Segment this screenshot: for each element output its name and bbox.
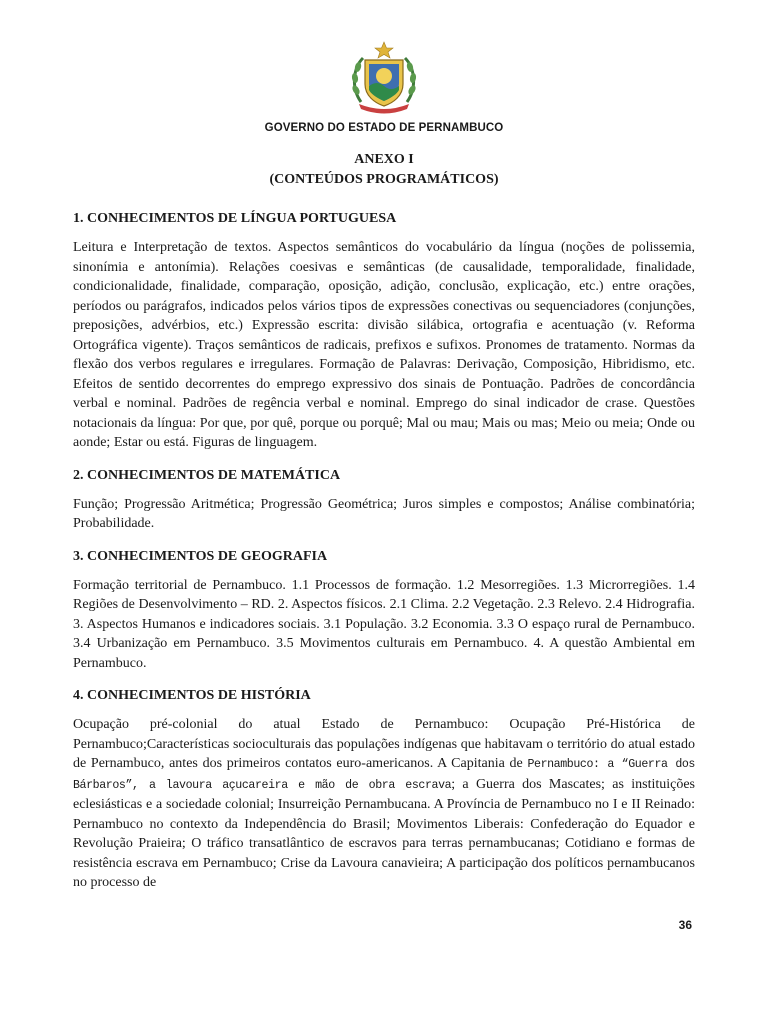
section-title: 1. CONHECIMENTOS DE LÍNGUA PORTUGUESA xyxy=(73,211,397,226)
section-text: Função; Progressão Aritmética; Progressão Geométrica; Juros simples e compostos; Análise combinatória; Probabilidade. xyxy=(73,496,695,531)
annex-title: ANEXO I xyxy=(354,152,414,167)
section-text: Formação territorial de Pernambuco. 1.1 Processos de formação. 1.2 Mesorregiões. 1.3 Microrregiões. 1.4 Regiões de Desenvolvimento – RD. 2. Aspectos físicos. 2.1 Clima. 2.2 Vegetação. 2.3 Relevo. 2.4 Hidrografia. 3. Aspectos Humanos e indicadores sociais. 3.1 População. 3.2 Economia. 3.3 O espaço rural de Pernambuco. 3.4 Urbanização em Pernambuco. 3.5 Movimentos culturais em Pernambuco. 4. A questão Ambiental em Pernambuco. xyxy=(73,577,695,671)
document-body xyxy=(73,210,695,907)
section-mathematics xyxy=(73,467,695,534)
page-number: 36 xyxy=(678,918,692,932)
section-text: Leitura e Interpretação de textos. Aspectos semânticos do vocabulário da língua (noções de polissemia, sinonímia e antonímia). Relações coesivas e semânticas (de causalidade, temporalidade, finalidade, condicionalidade, finalidade, comparação, oposição, adição, conclusão, explicação, etc.) entre orações, períodos ou parágrafos, indicados pelos vários tipos de expressões conectivas ou sequenciadores (conjunções, preposições, advérbios, etc.) Expressão escrita: divisão silábica, ortografia e acentuação (v. Reforma Ortográfica vigente). Traços semânticos de radicais, prefixos e sufixos. Pronomes de tratamento. Normas da flexão dos verbos regulares e irregulares. Formação de Palavras: Derivação, Composição, Hibridismo, etc. Efeitos de sentido decorrentes do emprego expressivo dos sinais de Pontuação. Padrões de concordância verbal e nominal. Padrões de regência verbal e nominal. Emprego do sinal indicador de crase. Questões notacionais da língua: Por que, por quê, porque ou porquê; Mal ou mau; Mais ou mas; Meio ou meia; Onde ou aonde; Estar ou está. Figuras de linguagem. xyxy=(73,240,695,450)
annex-subtitle: (CONTEÚDOS PROGRAMÁTICOS) xyxy=(269,172,499,187)
section-geography xyxy=(73,548,695,674)
section-history xyxy=(73,687,695,893)
section-text-part: ; a Guerra dos Mascates; as instituições eclesiásticas e a sociedade colonial; Insurreição Pernambucana. A Província de Pernambuco no I e II Reinado: Pernambuco no contexto da Independência do Brasil; Movimentos Liberais: Confederação do Equador e Revolução Praieira; O tráfico transatlântico de escravos para terras pernambucanas; Cotidiano e formas de resistência escrava em Pernambuco; Crise da Lavoura canavieira; A participação dos políticos pernambucanos no processo de xyxy=(73,776,695,890)
section-portuguese xyxy=(73,210,695,453)
section-text-part: Ocupação pré-colonial do atual Estado de Pernambuco: Ocupação Pré-Histórica de Pernambuco;Características socioculturais das populações indígenas que habitavam o território do atual estado de Pernambuco, antes dos primeiros contatos euro-americanos. A Capitania de xyxy=(73,717,695,771)
section-title: 3. CONHECIMENTOS DE GEOGRAFIA xyxy=(73,548,328,564)
section-title: 4. CONHECIMENTOS DE HISTÓRIA xyxy=(73,688,311,703)
section-text-mono-part: Pernambuco: a “Guerra dos Bárbaros”, a lavoura açucareira e mão de obra escrava xyxy=(73,758,695,792)
section-title: 2. CONHECIMENTOS DE MATEMÁTICA xyxy=(73,467,341,483)
state-coat-of-arms-icon xyxy=(347,40,421,114)
section-text xyxy=(73,715,695,893)
government-header: GOVERNO DO ESTADO DE PERNAMBUCO xyxy=(264,122,504,134)
